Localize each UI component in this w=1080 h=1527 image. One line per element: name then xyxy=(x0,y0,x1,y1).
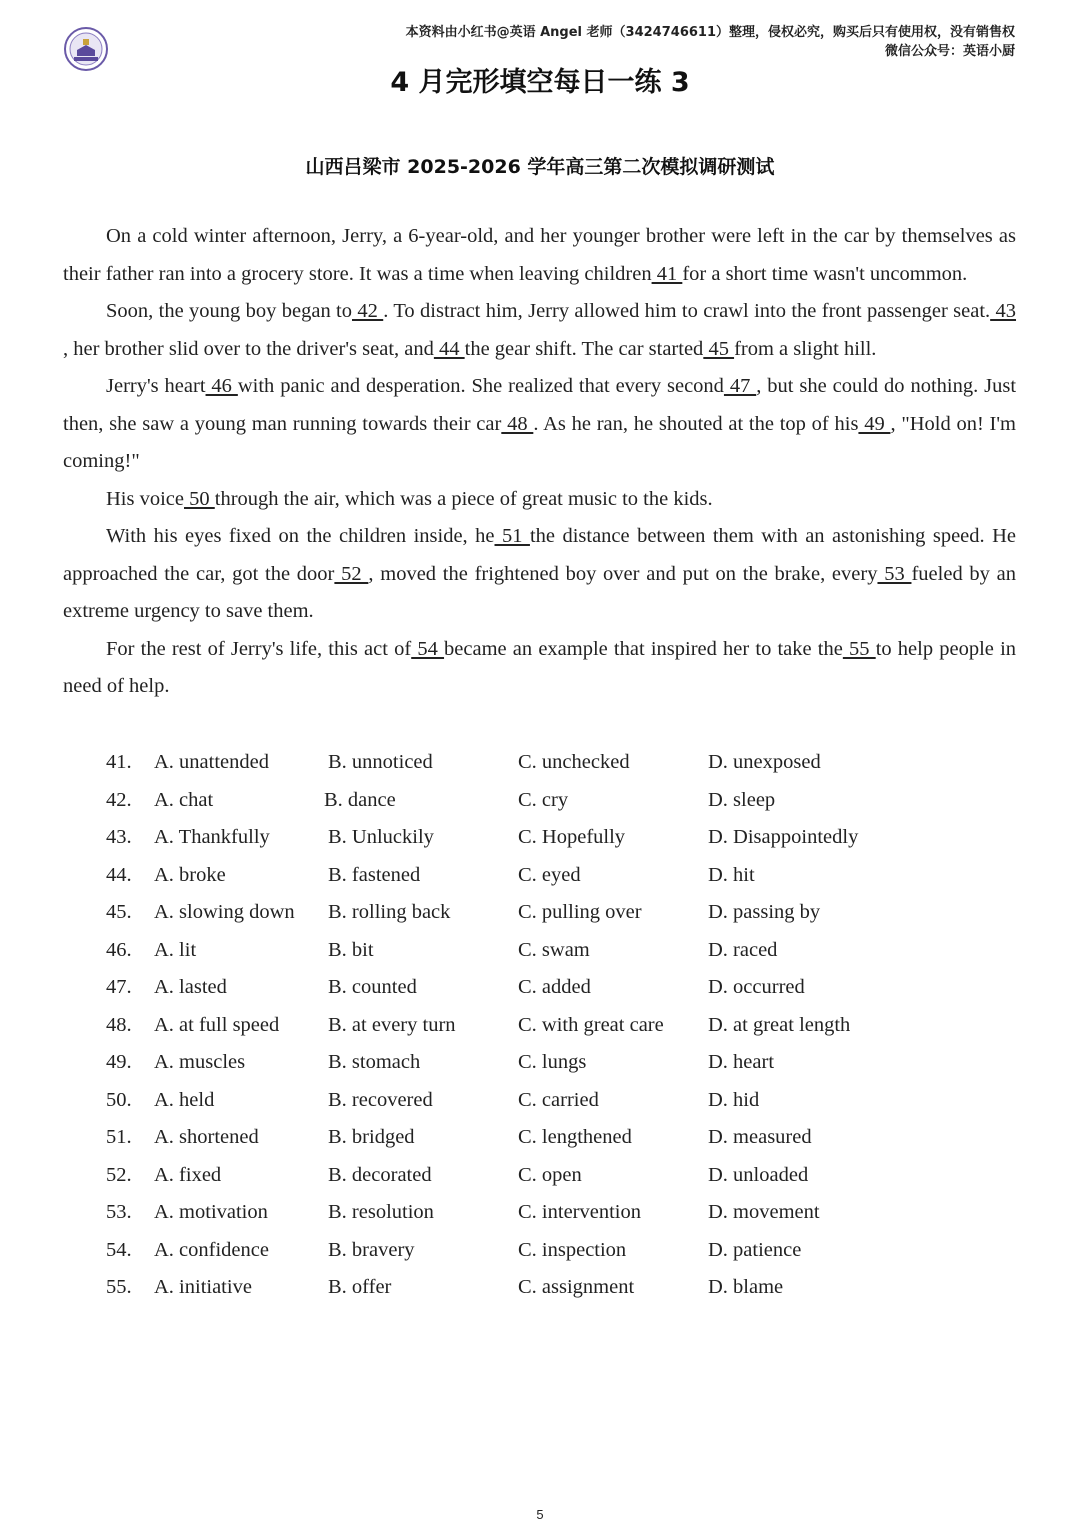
option-b: B. Unluckily xyxy=(328,826,434,848)
passage-text: , but she could do nothing. Just then, she saw a young man running towards their car xyxy=(63,375,1017,435)
passage-text: through the air, which was a piece of great music to the kids. xyxy=(214,487,713,510)
wechat-account-line: 微信公众号：英语小厨 xyxy=(884,44,1015,59)
passage-text: fueled by an extreme urgency to save them. xyxy=(63,562,1017,622)
option-c: C. lengthened xyxy=(518,1126,632,1148)
paragraph-3 xyxy=(63,368,1016,481)
option-c: C. unchecked xyxy=(518,751,630,773)
option-row-42 xyxy=(106,782,1006,820)
question-number: 42. xyxy=(106,788,132,811)
option-row-55 xyxy=(106,1269,1006,1307)
option-row-45 xyxy=(106,894,1006,932)
option-row-52 xyxy=(106,1157,1006,1195)
option-c: C. swam xyxy=(518,938,590,961)
question-number: 55. xyxy=(106,1276,132,1298)
option-b: B. unnoticed xyxy=(328,751,433,773)
blank-49: 49 xyxy=(858,412,891,435)
option-d: D. occurred xyxy=(708,976,805,998)
question-number: 49. xyxy=(106,1051,132,1073)
option-row-50 xyxy=(106,1082,1006,1120)
passage-text: With his eyes fixed on the children inside, he xyxy=(106,525,495,547)
question-number: 52. xyxy=(106,1163,132,1186)
blank-46: 46 xyxy=(205,375,238,397)
paragraph-6 xyxy=(63,631,1016,706)
blank-47: 47 xyxy=(723,375,757,397)
option-b: B. recovered xyxy=(328,1088,433,1111)
question-number: 46. xyxy=(106,938,132,961)
passage-text: . To distract him, Jerry allowed him to crawl into the front passenger seat. xyxy=(383,300,991,322)
option-b: B. bit xyxy=(328,938,374,961)
question-number: 54. xyxy=(106,1238,132,1261)
passage-text: On a cold winter afternoon, Jerry, a 6-year-old, and her younger brother were left in the car by themselves as their father ran into a grocery store. It was a time when leaving children xyxy=(63,225,1016,285)
question-number: 45. xyxy=(106,901,132,923)
option-a: A. lit xyxy=(154,938,197,961)
question-number: 53. xyxy=(106,1201,132,1223)
option-a: A. initiative xyxy=(154,1276,252,1298)
option-b: B. decorated xyxy=(328,1163,432,1186)
copyright-notice xyxy=(406,23,1015,61)
passage-text: Jerry's heart xyxy=(106,375,206,397)
question-number: 47. xyxy=(106,976,132,998)
option-row-41 xyxy=(106,744,1006,782)
option-row-43 xyxy=(106,819,1006,857)
passage-text: to help people in need of help. xyxy=(63,637,1017,697)
option-a: A. shortened xyxy=(154,1126,259,1148)
option-c: C. assignment xyxy=(518,1276,635,1298)
blank-45: 45 xyxy=(703,337,735,360)
page-number: 5 xyxy=(536,1507,544,1522)
option-c: C. inspection xyxy=(518,1238,627,1261)
option-row-48 xyxy=(106,1007,1006,1045)
blank-48: 48 xyxy=(501,412,534,435)
option-a: A. slowing down xyxy=(154,901,295,923)
option-a: A. at full speed xyxy=(154,1013,280,1036)
passage-text: the gear shift. The car started xyxy=(464,337,704,360)
option-b: B. bravery xyxy=(328,1238,415,1261)
passage-text: became an example that inspired her to take the xyxy=(444,637,843,660)
question-number: 44. xyxy=(106,863,132,886)
option-d: D. movement xyxy=(708,1201,820,1223)
option-a: A. unattended xyxy=(154,751,269,773)
question-number: 51. xyxy=(106,1126,132,1148)
option-c: C. carried xyxy=(518,1088,599,1111)
option-a: A. chat xyxy=(154,788,214,811)
copyright-line: 本资料由小红书@英语 Angel 老师（3424746611）整理，侵权必究，购买后只有使用权，没有销售权 xyxy=(405,25,1015,40)
question-number: 43. xyxy=(106,826,132,848)
option-d: D. hid xyxy=(708,1088,760,1111)
option-c: C. with great care xyxy=(518,1013,664,1036)
option-c: C. Hopefully xyxy=(518,826,626,848)
option-c: C. open xyxy=(518,1163,582,1186)
passage-text: For the rest of Jerry's life, this act of xyxy=(106,637,412,660)
passage-text: , "Hold on! I'm coming!" xyxy=(63,412,1016,472)
option-d: D. raced xyxy=(708,938,778,961)
option-a: A. motivation xyxy=(154,1201,268,1223)
passage-text: from a slight hill. xyxy=(734,337,877,360)
option-b: B. dance xyxy=(324,788,396,811)
blank-50: 50 xyxy=(184,487,215,510)
option-row-44 xyxy=(106,857,1006,895)
option-b: B. fastened xyxy=(328,863,421,886)
passage-text: . As he ran, he shouted at the top of his xyxy=(533,412,859,435)
blank-43: 43 xyxy=(990,300,1017,322)
blank-42: 42 xyxy=(352,300,384,322)
answer-options xyxy=(106,744,1006,1307)
option-d: D. patience xyxy=(708,1238,802,1261)
option-row-54 xyxy=(106,1232,1006,1270)
option-a: A. broke xyxy=(154,863,226,886)
option-d: D. heart xyxy=(708,1051,775,1073)
option-a: A. Thankfully xyxy=(154,826,270,848)
option-d: D. hit xyxy=(708,863,755,886)
passage-text: with panic and desperation. She realized that every second xyxy=(237,375,724,397)
blank-52: 52 xyxy=(334,562,369,585)
option-row-51 xyxy=(106,1119,1006,1157)
passage-text: Soon, the young boy began to xyxy=(106,300,352,322)
passage-text: for a short time wasn't uncommon. xyxy=(682,262,968,285)
option-d: D. at great length xyxy=(708,1013,851,1036)
option-a: A. fixed xyxy=(154,1163,222,1186)
option-d: D. Disappointedly xyxy=(708,826,859,848)
option-b: B. offer xyxy=(328,1276,392,1298)
paragraph-5 xyxy=(63,518,1016,631)
option-d: D. measured xyxy=(708,1126,812,1148)
blank-41: 41 xyxy=(651,262,683,285)
option-row-46 xyxy=(106,932,1006,970)
option-row-47 xyxy=(106,969,1006,1007)
option-d: D. unexposed xyxy=(708,751,821,773)
blank-53: 53 xyxy=(877,562,912,585)
blank-55: 55 xyxy=(842,637,876,660)
option-a: A. muscles xyxy=(154,1051,246,1073)
page-title: 4 月完形填空每日一练 3 xyxy=(390,67,690,98)
option-b: B. bridged xyxy=(328,1126,415,1148)
option-c: C. lungs xyxy=(518,1051,587,1073)
option-c: C. cry xyxy=(518,788,569,811)
option-d: D. blame xyxy=(708,1276,784,1298)
option-c: C. pulling over xyxy=(518,901,642,923)
option-b: B. resolution xyxy=(328,1201,434,1223)
option-d: D. passing by xyxy=(708,901,821,923)
option-b: B. rolling back xyxy=(328,901,451,923)
option-c: C. added xyxy=(518,976,591,998)
paragraph-1 xyxy=(63,218,1016,293)
blank-51: 51 xyxy=(494,525,530,547)
paragraph-2 xyxy=(63,293,1016,368)
option-a: A. confidence xyxy=(154,1238,269,1261)
option-b: B. at every turn xyxy=(328,1013,456,1036)
option-b: B. stomach xyxy=(328,1051,421,1073)
question-number: 41. xyxy=(106,751,132,773)
option-d: D. sleep xyxy=(708,788,776,811)
passage-text: , moved the frightened boy over and put on the brake, every xyxy=(368,562,878,585)
passage-text: , her brother slid over to the driver's seat, and xyxy=(63,337,434,360)
blank-44: 44 xyxy=(433,337,465,360)
blank-54: 54 xyxy=(411,637,445,660)
option-d: D. unloaded xyxy=(708,1163,809,1186)
question-number: 48. xyxy=(106,1013,132,1036)
paragraph-4 xyxy=(63,481,1016,519)
cloze-passage xyxy=(63,218,1016,706)
passage-text: His voice xyxy=(106,487,184,510)
option-row-49 xyxy=(106,1044,1006,1082)
option-b: B. counted xyxy=(328,976,417,998)
option-a: A. held xyxy=(154,1088,215,1111)
option-row-53 xyxy=(106,1194,1006,1232)
option-a: A. lasted xyxy=(154,976,227,998)
option-c: C. intervention xyxy=(518,1201,641,1223)
question-number: 50. xyxy=(106,1088,132,1111)
passage-text: the distance between them with an astonishing speed. He approached the car, got the door xyxy=(63,525,1017,585)
exam-subtitle: 山西吕梁市 2025-2026 学年高三第二次模拟调研测试 xyxy=(305,156,775,178)
option-c: C. eyed xyxy=(518,863,581,886)
